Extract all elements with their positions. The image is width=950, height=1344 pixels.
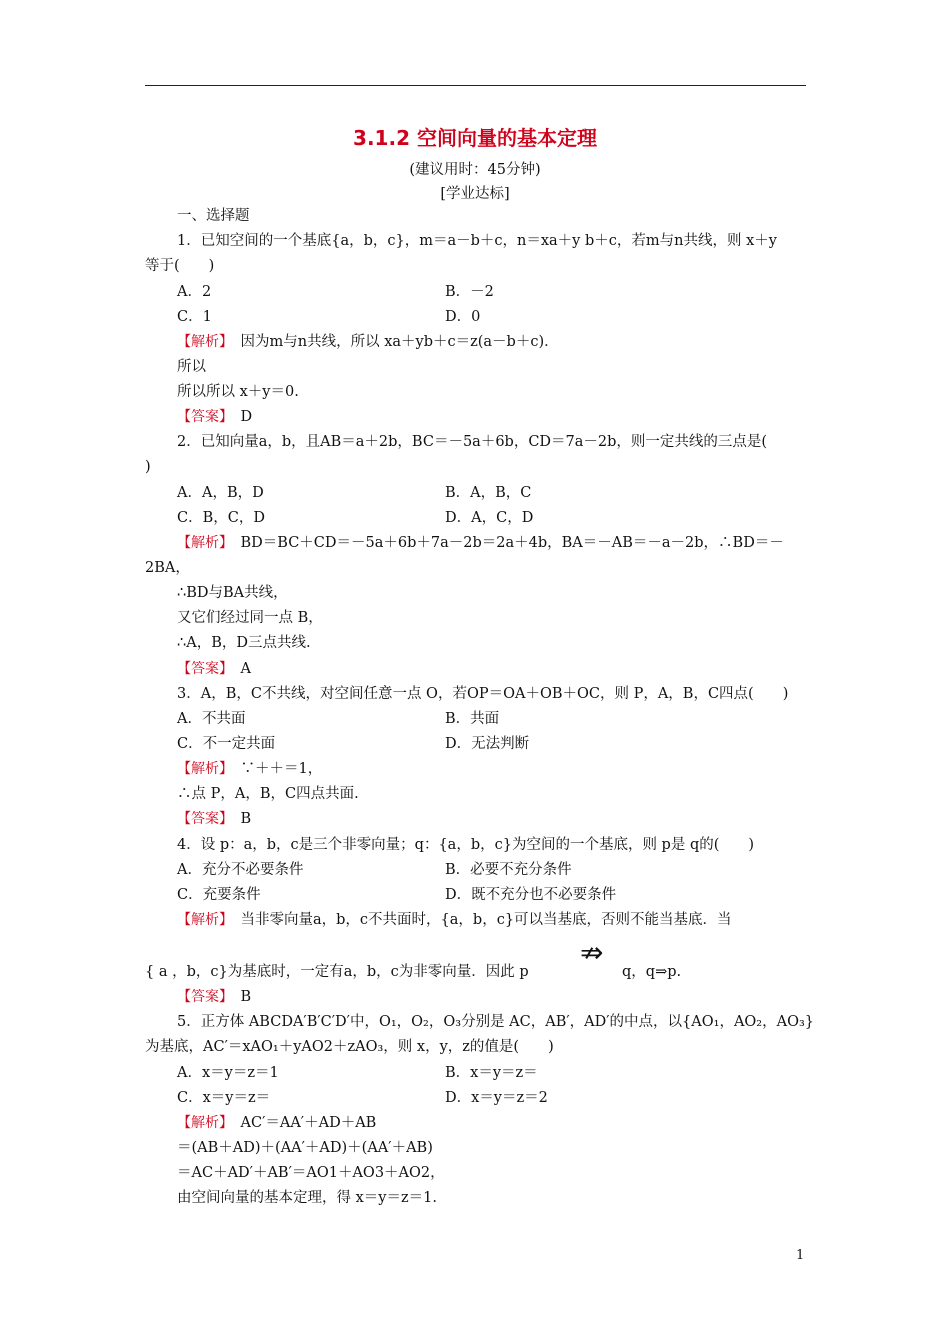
text-line: [177, 1138, 433, 1158]
text-line: [622, 962, 681, 982]
page-title: 3.1.2 空间向量的基本定理: [353, 126, 597, 150]
line-text: 为基底，AC′＝xAO₁＋yAO2＋zAO₃，则 x，y，z的值是( ): [145, 1039, 554, 1055]
text-line: [177, 1063, 279, 1083]
text-line: [177, 860, 303, 880]
line-text: C．充要条件: [177, 887, 261, 903]
line-text: B．必要不充分条件: [445, 862, 572, 878]
section-header: [学业达标]: [440, 186, 510, 202]
line-text: ∴A，B，D三点共线.: [177, 635, 311, 651]
text-line: [145, 457, 151, 477]
line-text: C．不一定共面: [177, 736, 276, 752]
text-line: [177, 1188, 437, 1208]
line-text: BD＝BC＋CD＝－5a＋6b＋7a－2b＝2a＋4b，BA＝－AB＝－a－2b，∴BD＝－: [226, 535, 784, 551]
line-text: ): [145, 459, 151, 475]
page-number: 1: [796, 1248, 805, 1263]
answer-tag: 【解析】: [177, 535, 226, 551]
text-line: [445, 508, 533, 528]
text-line: [445, 307, 480, 327]
text-line: [445, 1088, 548, 1108]
text-line: [177, 382, 299, 402]
line-text: 当非零向量a，b，c不共面时，{a，b，c}可以当基底，否则不能当基底．当: [226, 912, 732, 928]
text-line: [145, 962, 529, 982]
line-text: D．A，C，D: [445, 510, 534, 526]
line-text: 又它们经过同一点 B，: [177, 610, 323, 626]
text-line: [177, 407, 252, 427]
text-line: [177, 633, 311, 653]
line-text: A．x＝y＝z＝1: [177, 1065, 279, 1081]
text-line: [177, 357, 206, 377]
header-rule: [145, 85, 806, 86]
answer-tag: 【解析】: [177, 1115, 226, 1131]
text-line: [445, 282, 494, 302]
line-text: 由空间向量的基本定理，得 x＝y＝z＝1.: [177, 1190, 437, 1206]
line-text: C．x＝y＝z＝: [177, 1090, 271, 1106]
line-text: q，q⇒p.: [622, 964, 682, 980]
line-text: AC′＝AA′＋AD＋AB: [226, 1115, 377, 1131]
text-line: [177, 910, 732, 930]
text-line: [177, 885, 261, 905]
line-text: A．2: [177, 284, 212, 300]
line-text: D．0: [445, 309, 481, 325]
line-text: 3．A，B，C不共线，对空间任意一点 O，若OP＝OA＋OB＋OC，则 P，A，B，C四点( ): [177, 686, 789, 702]
subtitle: (建议用时：45分钟): [409, 162, 541, 178]
line-text: D: [226, 409, 253, 425]
line-text: D．x＝y＝z＝2: [445, 1090, 548, 1106]
text-line: [177, 282, 211, 302]
answer-tag: 【解析】: [177, 334, 226, 350]
text-line: [177, 809, 251, 829]
line-text: A．不共面: [177, 711, 246, 727]
answer-tag: 【答案】: [177, 661, 226, 677]
text-line: [445, 860, 572, 880]
line-text: A．充分不必要条件: [177, 862, 304, 878]
line-text: ＝(AB＋AD)＋(AA′＋AD)＋(AA′＋AB): [177, 1140, 433, 1156]
line-text: B．A，B，C: [445, 485, 532, 501]
line-text: A．A，B，D: [177, 485, 264, 501]
text-line: [177, 659, 251, 679]
text-line: [177, 1113, 376, 1133]
text-line: [177, 759, 322, 779]
line-text: 2BA，: [145, 560, 190, 576]
line-text: D．既不充分也不必要条件: [445, 887, 617, 903]
line-text: B: [226, 989, 252, 1005]
text-line: [445, 734, 529, 754]
text-line: [177, 332, 559, 352]
text-line: [177, 432, 767, 452]
line-text: ∵＋＋＝1，: [226, 761, 323, 777]
text-line: [177, 231, 777, 251]
text-line: [177, 307, 212, 327]
text-line: [177, 835, 754, 855]
text-line: [177, 734, 275, 754]
line-text: 因为m与n共线，所以 xa＋yb＋c＝z(a－b＋c)．: [226, 334, 559, 350]
text-line: [145, 256, 214, 276]
text-line: [177, 583, 288, 603]
line-text: B．共面: [445, 711, 500, 727]
text-line: [177, 608, 323, 628]
not-implies-symbol: ⇏: [580, 936, 604, 969]
line-text: 等于( ): [145, 258, 215, 274]
line-text: B．x＝y＝z＝: [445, 1065, 538, 1081]
text-line: [445, 1063, 538, 1083]
text-line: [177, 1088, 270, 1108]
line-text: C．B，C，D: [177, 510, 265, 526]
text-line: [145, 1037, 554, 1057]
line-text: D．无法判断: [445, 736, 530, 752]
text-line: [445, 885, 616, 905]
answer-tag: 【答案】: [177, 409, 226, 425]
line-text: ＝AC＋AD′＋AB′＝AO1＋AO3＋AO2，: [177, 1165, 445, 1181]
line-text: C．1: [177, 309, 212, 325]
text-line: [177, 784, 359, 804]
text-line: [177, 508, 265, 528]
text-line: [177, 533, 784, 553]
text-line: [177, 1012, 814, 1032]
text-line: [177, 987, 251, 1007]
line-text: { a ，b，c}为基底时，一定有a，b，c为非零向量．因此 p: [145, 964, 529, 980]
text-line: [445, 483, 531, 503]
line-text: ∴点 P，A，B，C四点共面.: [177, 786, 359, 802]
answer-tag: 【解析】: [177, 912, 226, 928]
text-line: [145, 558, 190, 578]
line-text: B．－2: [445, 284, 494, 300]
text-line: [177, 684, 788, 704]
line-text: 2．已知向量a，b，且AB＝a＋2b，BC＝－5a＋6b，CD＝7a－2b，则一定共线的三点是(: [177, 434, 768, 450]
line-text: 一、选择题: [177, 208, 250, 224]
line-text: 所以所以 x＋y＝0.: [177, 384, 299, 400]
text-line: [177, 206, 250, 226]
line-text: 5．正方体 ABCDA′B′C′D′中，O₁，O₂，O₃分别是 AC，AB′，AD′的中点，以{AO₁，AO₂，AO₃}: [177, 1014, 815, 1030]
line-text: A: [226, 661, 251, 677]
answer-tag: 【答案】: [177, 989, 226, 1005]
line-text: 所以: [177, 359, 206, 375]
line-text: ∴BD与BA共线，: [177, 585, 288, 601]
line-text: 1．已知空间的一个基底{a，b，c}，m＝a－b＋c，n＝xa＋y b＋c，若m与n共线，则 x＋y: [177, 233, 777, 249]
line-text: B: [226, 811, 252, 827]
text-line: [177, 1163, 445, 1183]
text-line: [177, 709, 245, 729]
answer-tag: 【解析】: [177, 761, 226, 777]
text-line: [445, 709, 499, 729]
answer-tag: 【答案】: [177, 811, 226, 827]
line-text: 4．设 p：a，b，c是三个非零向量；q：{a，b，c}为空间的一个基底，则 p是 q的( ): [177, 837, 755, 853]
text-line: [177, 483, 264, 503]
